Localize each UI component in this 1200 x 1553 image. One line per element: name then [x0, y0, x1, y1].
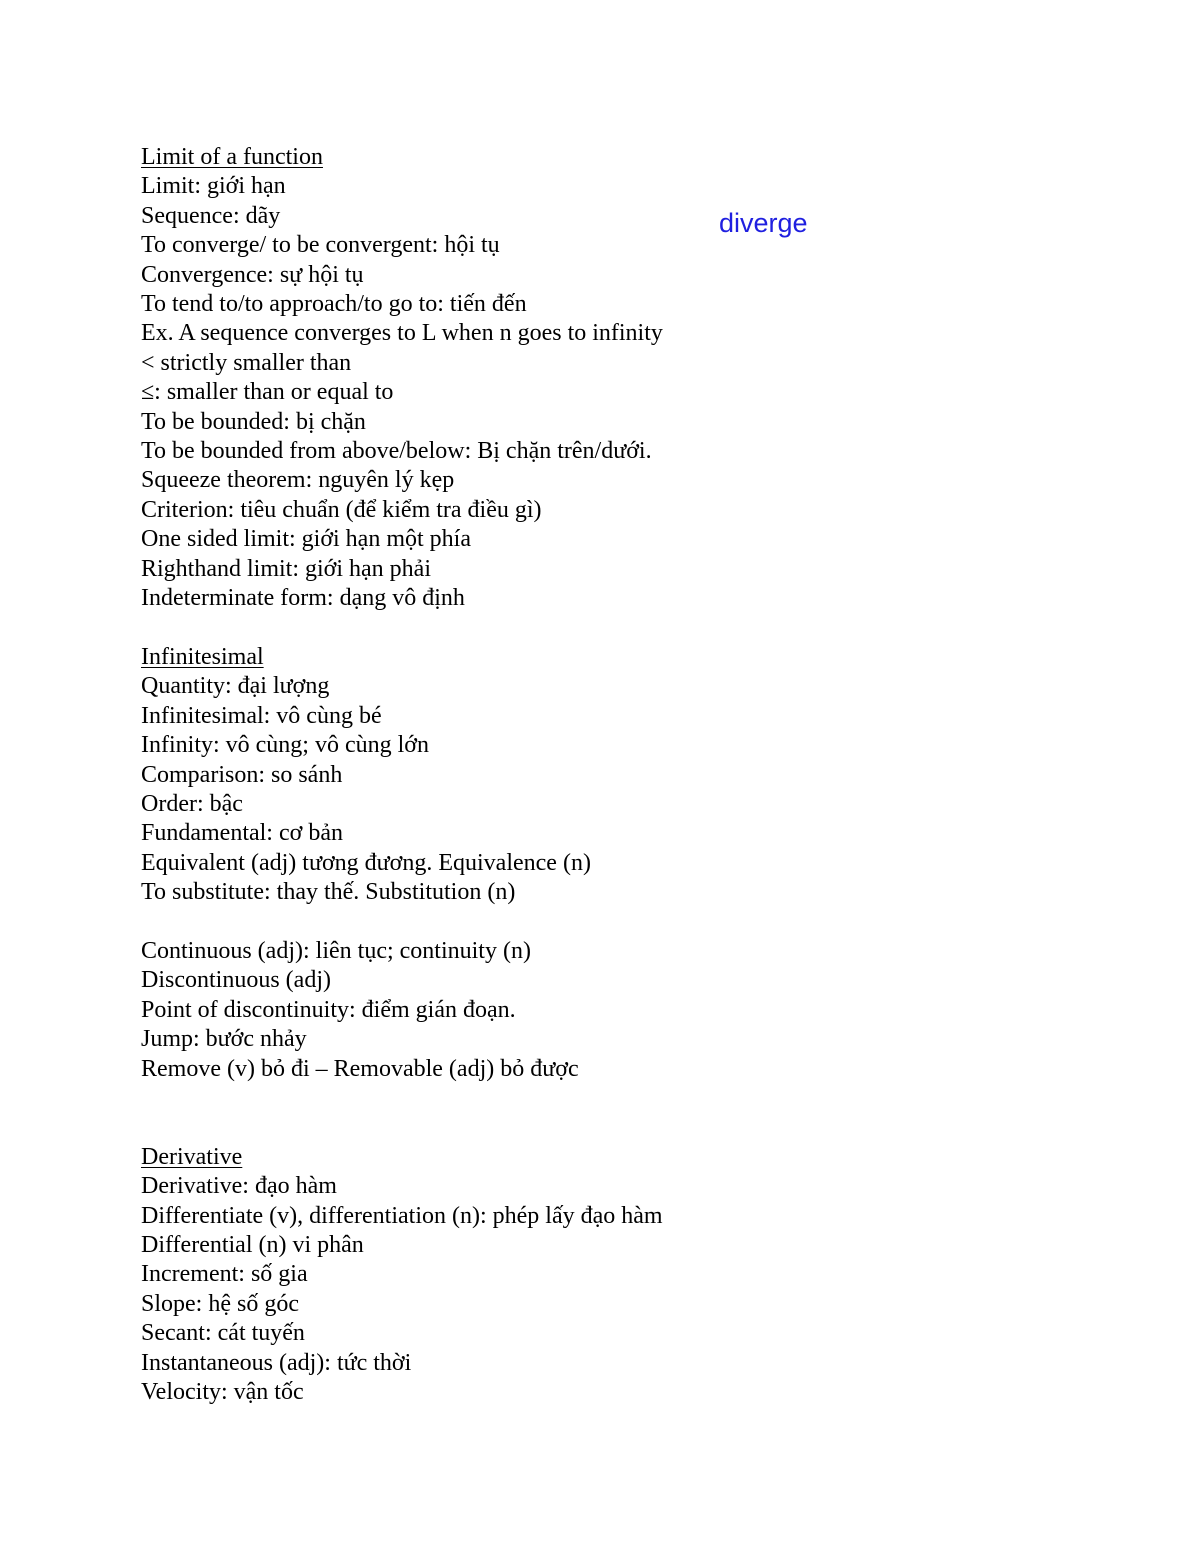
- vocab-line: Infinity: vô cùng; vô cùng lớn: [141, 732, 429, 759]
- vocab-line: Criterion: tiêu chuẩn (để kiểm tra điều gì): [141, 496, 542, 523]
- vocab-line: Instantaneous (adj): tức thời: [141, 1349, 412, 1376]
- vocab-line: Differentiate (v), differentiation (n): phép lấy đạo hàm: [141, 1202, 663, 1229]
- vocab-line: Righthand limit: giới hạn phải: [141, 555, 432, 582]
- vocab-line: Continuous (adj): liên tục; continuity (n): [141, 937, 531, 964]
- vocab-line: Fundamental: cơ bản: [141, 820, 343, 847]
- vocab-line: Infinitesimal: vô cùng bé: [141, 702, 382, 729]
- vocab-line: Equivalent (adj) tương đương. Equivalence (n): [141, 849, 591, 876]
- vocab-line: Limit: giới hạn: [141, 173, 286, 200]
- vocab-line: Sequence: dãy: [141, 202, 281, 229]
- vocab-line: Differential (n) vi phân: [141, 1231, 364, 1258]
- vocab-line: Convergence: sự hội tụ: [141, 261, 364, 288]
- vocab-line: To be bounded: bị chặn: [141, 408, 366, 435]
- section-infinitesimal: [141, 643, 741, 908]
- vocab-line: Jump: bước nhảy: [141, 1026, 307, 1053]
- vocab-line: Squeeze theorem: nguyên lý kẹp: [141, 467, 455, 494]
- vocab-line: < strictly smaller than: [141, 349, 352, 376]
- vocab-line: Secant: cát tuyến: [141, 1320, 305, 1347]
- vocab-line: Indeterminate form: dạng vô định: [141, 585, 465, 612]
- vocab-line: To substitute: thay thế. Substitution (n): [141, 879, 516, 906]
- vocab-line: Slope: hệ số góc: [141, 1290, 299, 1317]
- vocab-line: Discontinuous (adj): [141, 967, 331, 994]
- vocab-line: One sided limit: giới hạn một phía: [141, 526, 471, 553]
- section-limit: [141, 143, 741, 614]
- blank-line: [141, 1084, 741, 1143]
- vocab-line: Ex. A sequence converges to L when n goes to infinity: [141, 320, 663, 347]
- blank-line: [141, 908, 741, 937]
- vocab-line: Increment: số gia: [141, 1261, 308, 1288]
- blank-line: [141, 614, 741, 643]
- vocab-line: Velocity: vận tốc: [141, 1379, 304, 1406]
- vocab-line: Point of discontinuity: điểm gián đoạn.: [141, 996, 516, 1023]
- vocab-line: ≤: smaller than or equal to: [141, 379, 394, 406]
- section-heading: Derivative: [141, 1143, 243, 1170]
- section-heading: Infinitesimal: [141, 643, 264, 670]
- handwritten-annotation: diverge: [719, 208, 808, 238]
- vocab-line: To tend to/to approach/to go to: tiến đến: [141, 291, 527, 318]
- section-derivative: [141, 1143, 741, 1408]
- section-heading: Limit of a function: [141, 144, 323, 170]
- section-continuity: [141, 937, 741, 1084]
- vocab-line: Remove (v) bỏ đi – Removable (adj) bỏ được: [141, 1055, 579, 1082]
- vocab-line: Comparison: so sánh: [141, 761, 343, 788]
- vocab-line: Quantity: đại lượng: [141, 673, 330, 700]
- vocabulary-list: [141, 143, 741, 1407]
- vocab-line: Order: bậc: [141, 790, 243, 817]
- vocab-line: To converge/ to be convergent: hội tụ: [141, 232, 500, 259]
- vocab-line: To be bounded from above/below: Bị chặn trên/dưới.: [141, 438, 652, 465]
- vocab-line: Derivative: đạo hàm: [141, 1173, 337, 1200]
